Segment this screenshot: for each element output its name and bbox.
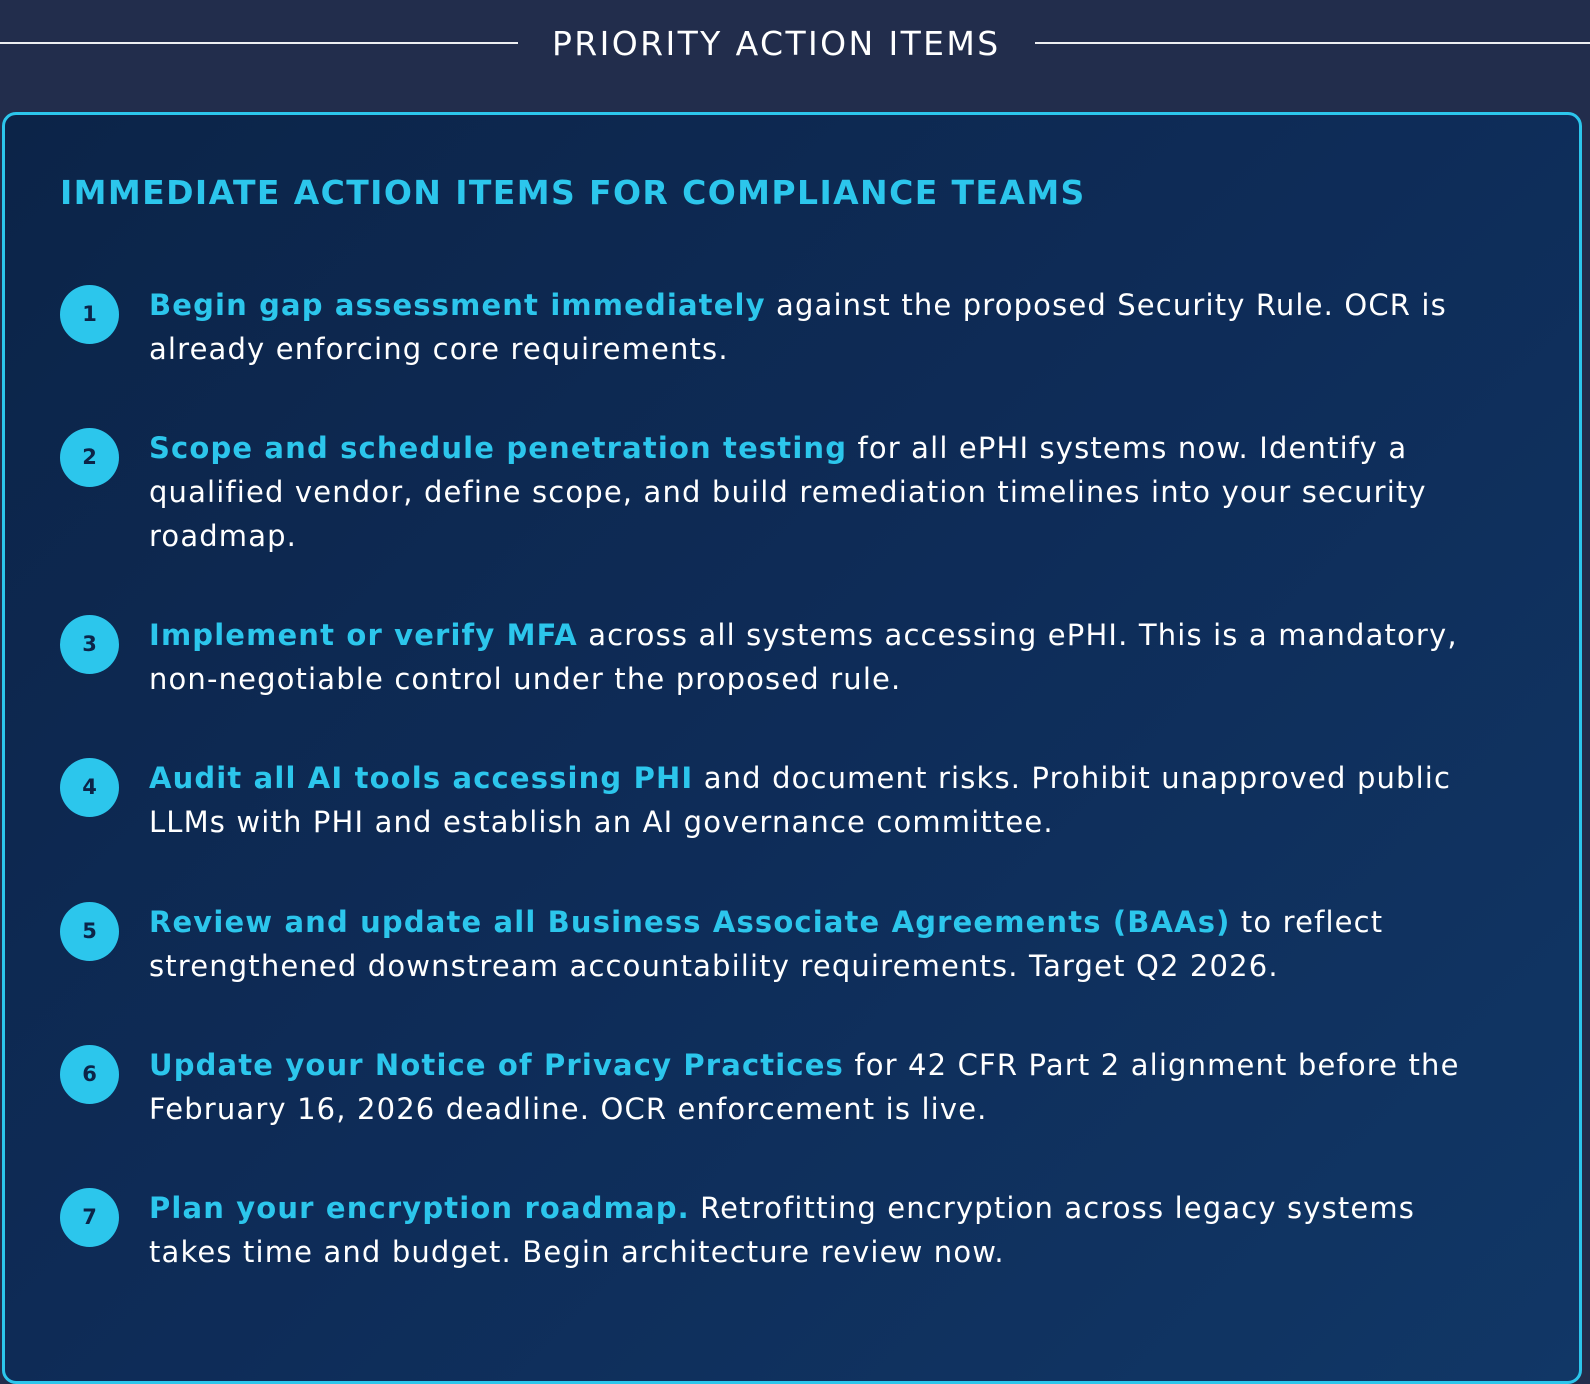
item-lead-text: Implement or verify MFA bbox=[149, 618, 578, 652]
item-number-badge: 3 bbox=[60, 615, 119, 674]
item-body-text: and document risks. Prohibit unapproved public LLMs with PHI and establish an AI governance committee. bbox=[149, 761, 1452, 839]
item-number-badge: 4 bbox=[60, 758, 119, 817]
item-number-badge: 2 bbox=[60, 428, 119, 487]
item-text bbox=[149, 613, 1499, 701]
item-number-badge: 7 bbox=[60, 1188, 119, 1247]
item-body-text: to reflect strengthened downstream accountability requirements. Target Q2 2026. bbox=[149, 905, 1384, 983]
item-lead-text: Begin gap assessment immediately bbox=[149, 288, 766, 322]
item-body-text: for all ePHI systems now. Identify a qualified vendor, define scope, and build remediation timelines into your security roadmap. bbox=[149, 431, 1427, 553]
item-text bbox=[149, 426, 1499, 558]
item-text bbox=[149, 756, 1499, 844]
item-lead-text: Audit all AI tools accessing PHI bbox=[149, 761, 694, 795]
section-header bbox=[0, 0, 1590, 86]
item-body-text: across all systems accessing ePHI. This is a mandatory, non-negotiable control under the proposed rule. bbox=[149, 618, 1458, 696]
item-lead-text: Plan your encryption roadmap. bbox=[149, 1191, 690, 1225]
item-body-text: Retrofitting encryption across legacy systems takes time and budget. Begin architecture review now. bbox=[149, 1191, 1416, 1269]
item-number-badge: 6 bbox=[60, 1045, 119, 1104]
item-body-text: against the proposed Security Rule. OCR is already enforcing core requirements. bbox=[149, 288, 1447, 366]
item-number-badge: 5 bbox=[60, 902, 119, 961]
item-body-text: for 42 CFR Part 2 alignment before the February 16, 2026 deadline. OCR enforcement is live. bbox=[149, 1048, 1460, 1126]
section-title: PRIORITY ACTION ITEMS bbox=[552, 23, 1001, 63]
item-lead-text: Scope and schedule penetration testing bbox=[149, 431, 848, 465]
item-text bbox=[149, 283, 1499, 371]
item-text bbox=[149, 1186, 1499, 1274]
item-text bbox=[149, 900, 1499, 988]
action-items-card bbox=[2, 112, 1582, 1384]
item-lead-text: Review and update all Business Associate Agreements (BAAs) bbox=[149, 905, 1231, 939]
item-number-badge: 1 bbox=[60, 285, 119, 344]
header-divider-right bbox=[1035, 42, 1590, 44]
item-lead-text: Update your Notice of Privacy Practices bbox=[149, 1048, 844, 1082]
header-divider-left bbox=[0, 42, 518, 44]
card-title: IMMEDIATE ACTION ITEMS FOR COMPLIANCE TEAMS bbox=[60, 173, 1086, 212]
item-text bbox=[149, 1043, 1499, 1131]
